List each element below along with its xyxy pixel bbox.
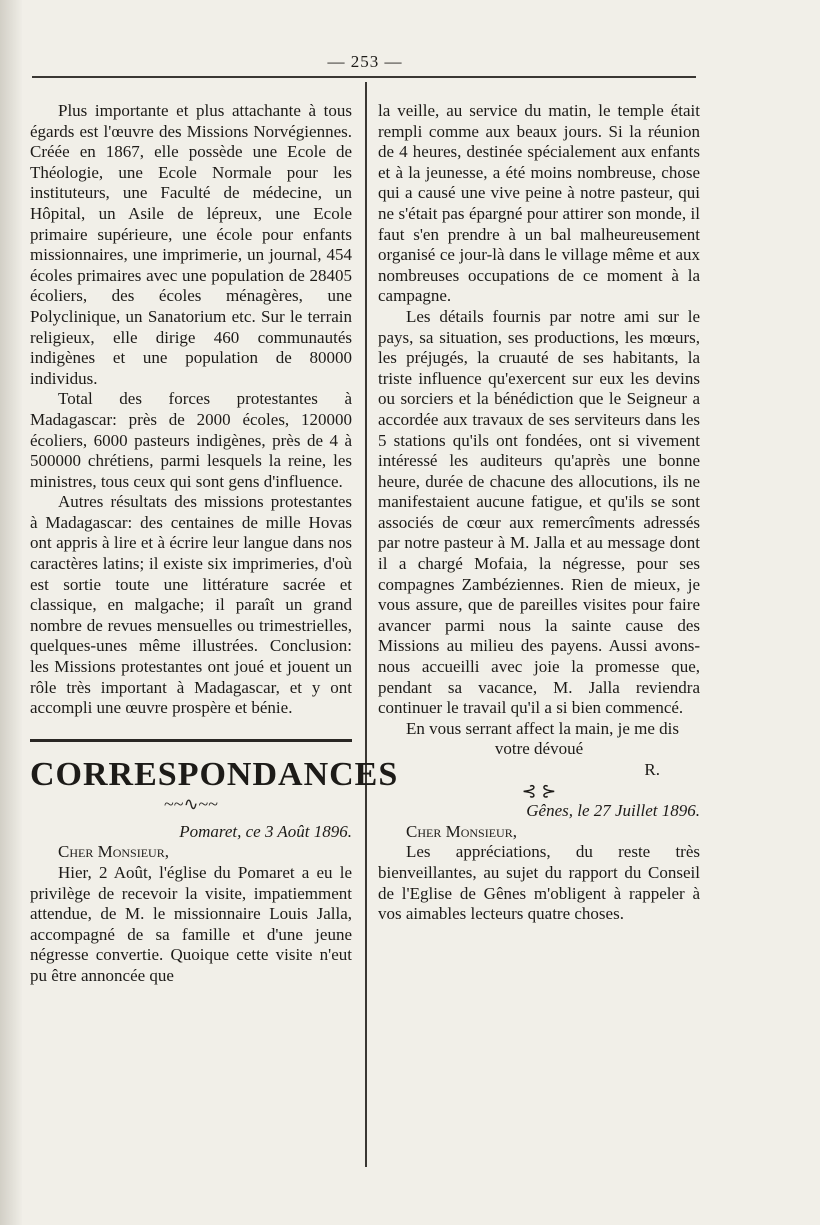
ornament-swirl: ~~∿~~ (163, 793, 219, 814)
second-letter-salutation: Cher Monsieur, (406, 821, 517, 841)
second-letter-dateline: Gênes, le 27 Juillet 1896. (526, 801, 700, 821)
paragraph-other-results: Autres résultats des missions protestantes à Madagascar: des centaines de mille Hovas ont appris à lire et à écrire leur langue dans nos caractères latins; il existe six imprimeries, d'où est sortie toute une littérature sacrée et classique, en malgache; il paraît un grand nombre de revues mensuelles ou trimestrielles, quelques-unes même illustrées. Conclusion: les Missions protestantes ont joué et jouent un rôle très important à Madagascar, et y ont accompli une œuvre prospère et bénie. (30, 492, 352, 718)
page-edge-shadow (0, 0, 22, 1225)
signature: R. (644, 760, 660, 779)
page-number: — 253 — (327, 52, 403, 71)
paragraph-norwegian-missions: Plus importante et plus attachante à tous égards est l'œuvre des Missions Norvégiennes. Créée en 1867, elle possède une Ecole de Théologie, une Ecole Normale pour les instituteurs, une Faculté de médecine, un Hôpital, un Asile de lépreux, une Ecole primaire supérieure, une école pour enfants missionnaires, une imprimerie, un journal, 454 écoles primaires avec une population de 28405 écoliers, des écoles ménagères, une Polyclinique, un Sanatorium etc. Sur le terrain religieux, elle dirige 460 communautés indigènes et une population de 80000 individus. (30, 101, 352, 388)
column-divider (365, 82, 367, 1167)
ornament-divider: ⊰ ⊱ (521, 780, 557, 801)
second-letter-body: Les appréciations, du reste très bienveillantes, au sujet du rapport du Conseil de l'Eglise de Gênes m'obligent à rappeler à vos aimables lecteurs quatre choses. (378, 842, 700, 924)
right-column (378, 101, 700, 925)
left-column (30, 101, 399, 987)
closing-line: votre dévoué (494, 739, 584, 759)
letter-body-start: Hier, 2 Août, l'église du Pomaret a eu le privilège de recevoir la visite, impatiemment attendue, de M. le missionnaire Louis Jalla, accompagné de sa famille et d'une jeune négresse convertie. Quoique cette visite n'eut pu être annoncée que (30, 863, 352, 985)
paragraph-farewell: En vous serrant affect la main, je me dis (406, 718, 680, 738)
section-rule (30, 739, 352, 742)
letter-body-continued: la veille, au service du matin, le temple était rempli comme aux beaux jours. Si la réunion de 4 heures, destinée spécialement aux enfants et à la jeunesse, a été moins nombreuse, chose qui a causé une vive peine à notre pasteur, qui ne s'était pas épargné pour attirer son monde, il faut s'en prendre à un bal malheureusement organisé ce jour-là dans le village même et aux nombreuses occupations de ce moment à la campagne. (378, 101, 700, 306)
section-title: CORRESPONDANCES (30, 755, 399, 793)
letter-dateline: Pomaret, ce 3 Août 1896. (179, 821, 352, 841)
paragraph-details: Les détails fournis par notre ami sur le pays, sa situation, ses productions, les mœurs, les préjugés, la cruauté de ses habitants, la triste influence qu'exercent sur eux les devins ou sorciers et la bénédiction que le Seigneur a accordée aux travaux de ses serviteurs dans les 5 stations qu'ils ont fondées, ont si vivement intéressé les auditeurs qu'après une bonne heure, durée de chacune des allocutions, ils ne manifestaient aucune fatigue, et qu'ils se sont associés de cœur aux remercîments adressés par notre pasteur à M. Jalla et au message dont il a chargé Mofaia, la négresse, pour ses compagnes Zambéziennes. Rien de mieux, je vous assure, que de pareilles visites pour faire avancer parmi nous la sainte cause des Missions au milieu des payens. Aussi avons-nous accueilli avec joie la promesse que, pendant sa vacance, M. Jalla reviendra continuer le travail qu'il a si bien commencé. (378, 306, 700, 718)
letter-salutation: Cher Monsieur, (58, 842, 169, 862)
header-rule (32, 76, 696, 78)
paragraph-protestant-forces: Total des forces protestantes à Madagascar: près de 2000 écoles, 120000 écoliers, 6000 pasteurs indigènes, près de 4 à 500000 chrétiens, parmi lesquels la reine, les ministres, tous ceux qui sont gens d'influence. (30, 389, 352, 491)
